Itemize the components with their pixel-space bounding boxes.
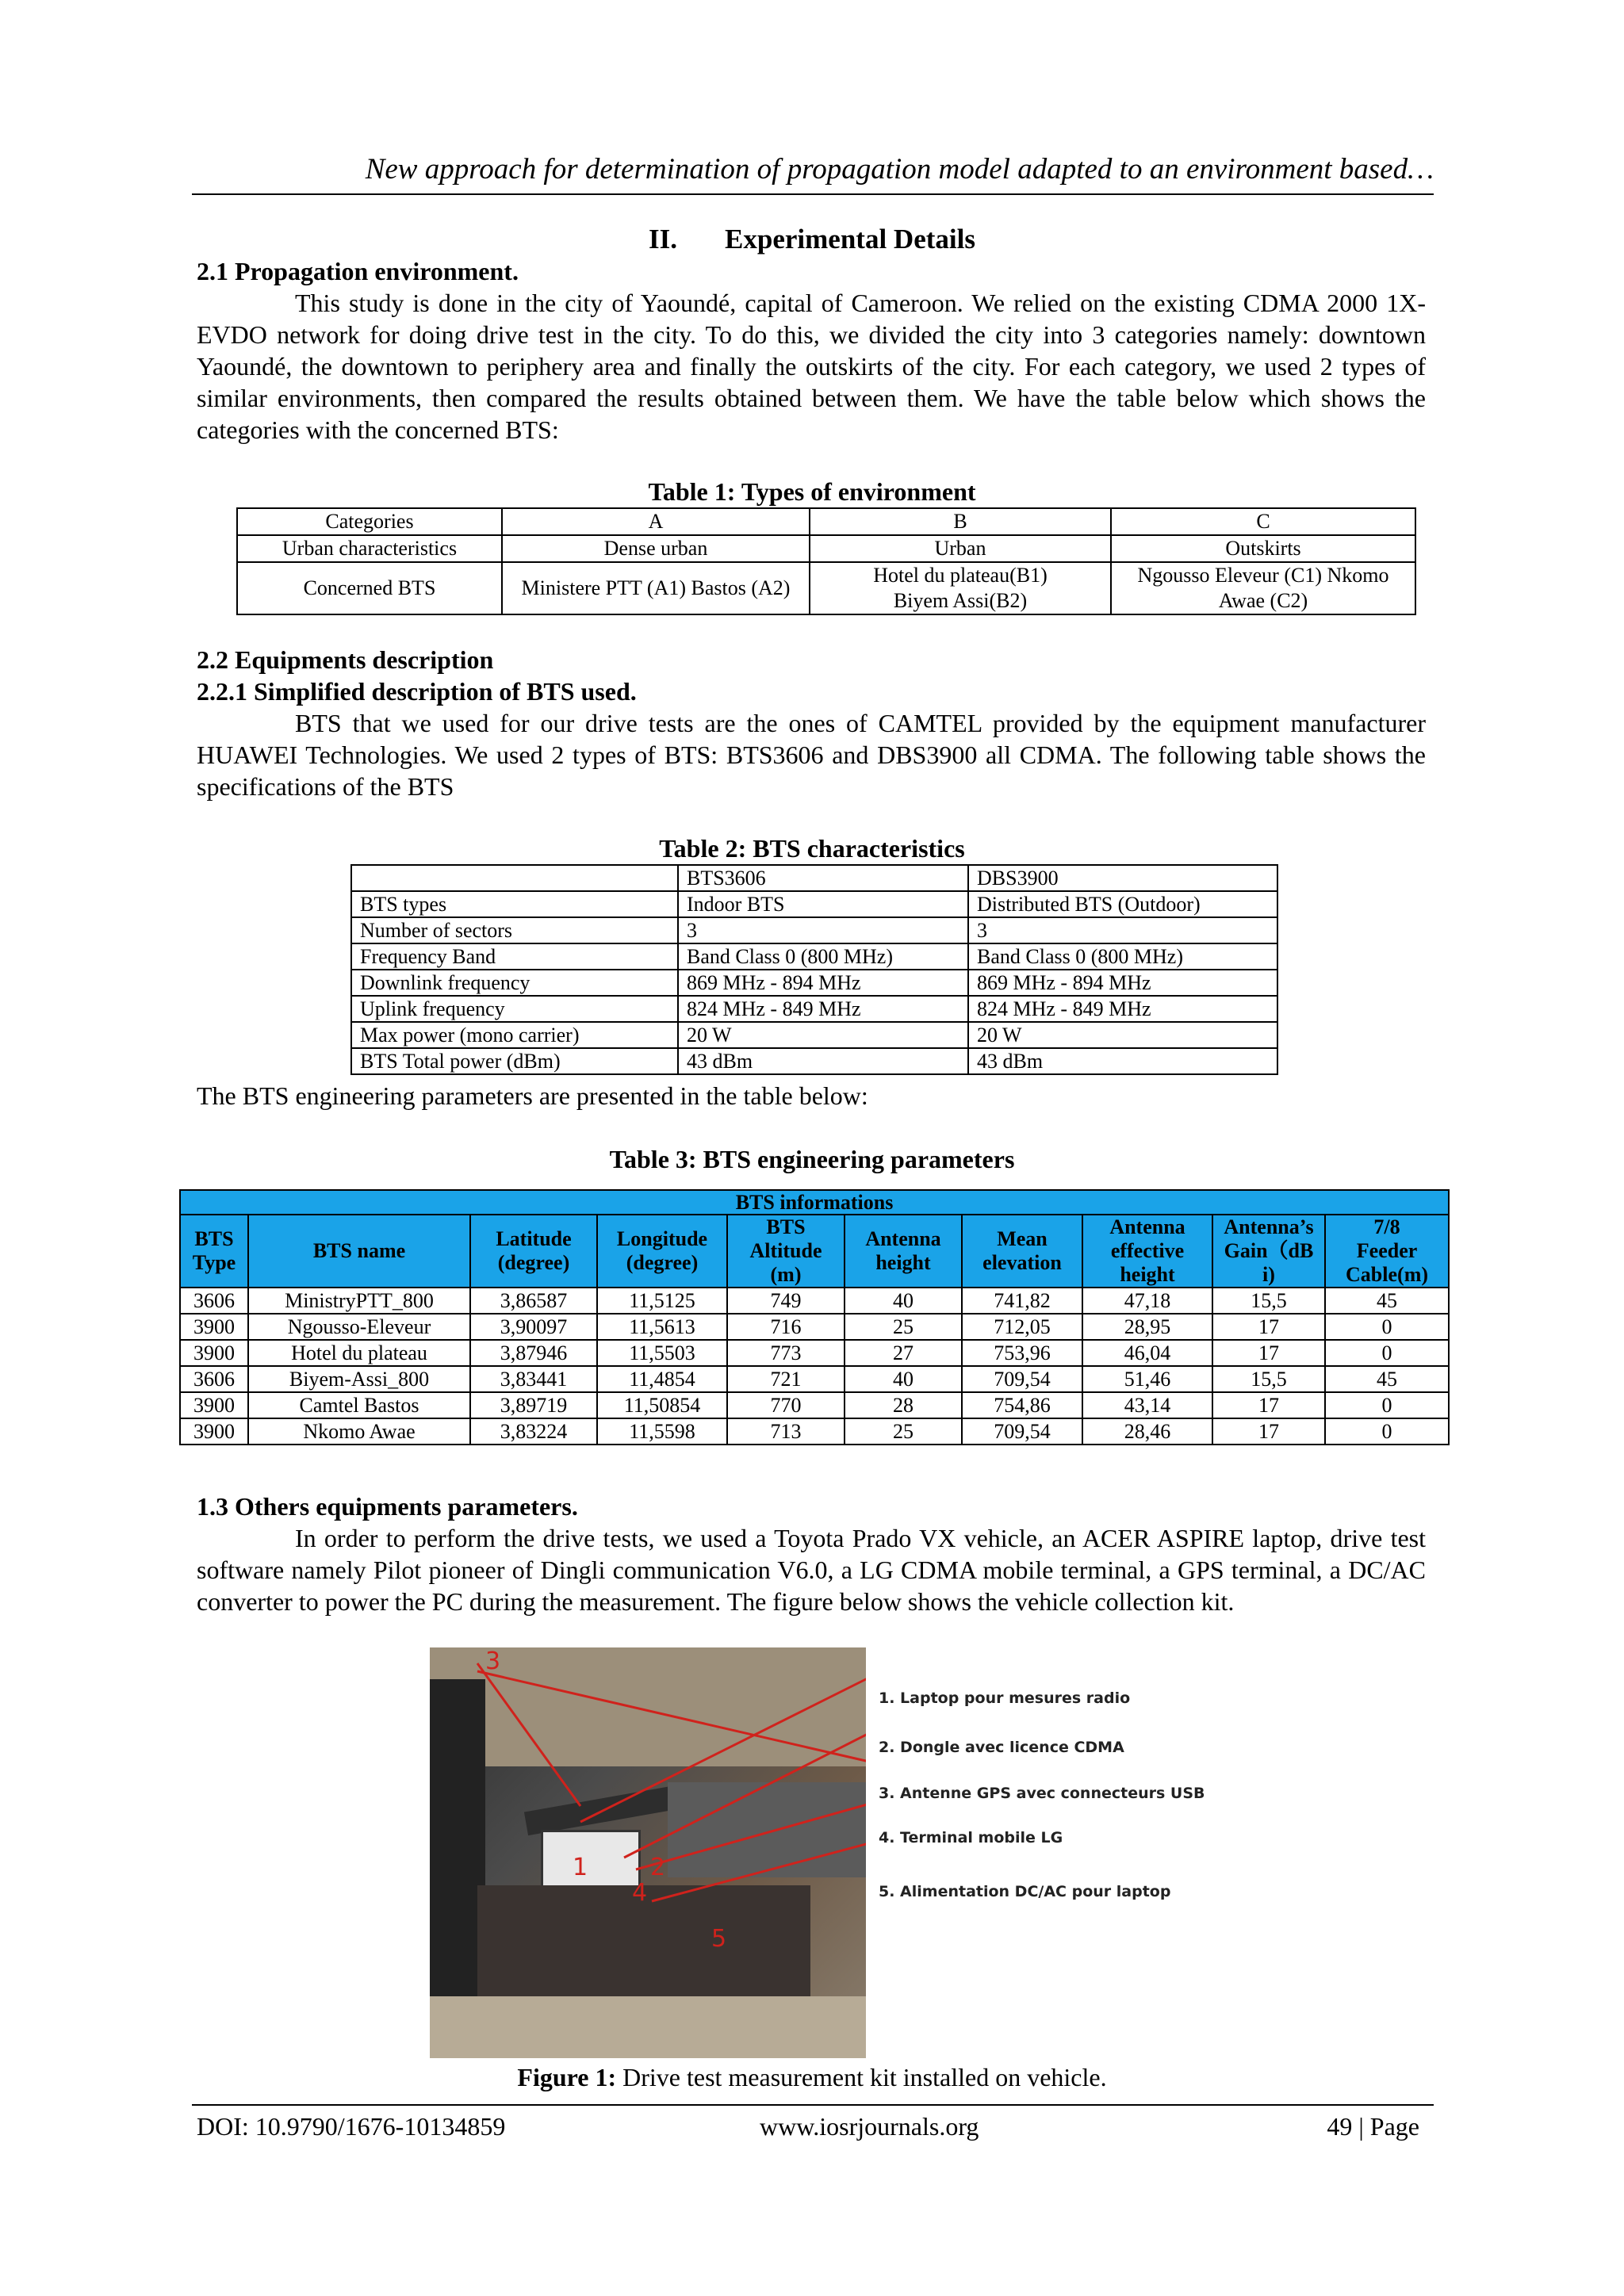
callout-5: 5. Alimentation DC/AC pour laptop xyxy=(879,1883,1171,1900)
table-cell: 869 MHz - 894 MHz xyxy=(968,970,1277,996)
table-cell: 749 xyxy=(727,1288,845,1314)
table-cell: DBS3900 xyxy=(968,865,1277,891)
table-row xyxy=(351,1022,1277,1048)
table-cell: 11,5613 xyxy=(597,1314,727,1340)
marker-5: 5 xyxy=(711,1925,727,1953)
table-cell: Urban xyxy=(810,535,1111,562)
paragraph-1-3-text: In order to perform the drive tests, we used a Toyota Prado VX vehicle, an ACER ASPIRE laptop, drive test software namely Pilot pioneer of Dingli communication V6.0, a LG CDMA mobile terminal, a GPS terminal, a DC/AC converter to power the PC during the measurement. The figure below shows the vehicle collection kit. xyxy=(197,1524,1426,1616)
table-cell: Uplink frequency xyxy=(351,996,678,1022)
table-cell: Dense urban xyxy=(502,535,810,562)
figure-photo xyxy=(430,1647,866,2058)
table-cell: 754,86 xyxy=(962,1392,1082,1418)
table-cell: 721 xyxy=(727,1366,845,1392)
table2-caption: Table 2: BTS characteristics xyxy=(659,834,965,863)
header-cell xyxy=(470,1215,597,1288)
marker-2: 2 xyxy=(650,1854,666,1881)
table-cell: 17 xyxy=(1212,1340,1325,1366)
table3 xyxy=(179,1189,1450,1445)
section-title: Experimental Details xyxy=(725,224,975,254)
table-cell: 20 W xyxy=(968,1022,1277,1048)
table-cell: 11,5598 xyxy=(597,1418,727,1445)
arrow-laptop xyxy=(580,1667,866,1822)
header-line: Antenna xyxy=(865,1227,941,1250)
header-cell xyxy=(1082,1215,1212,1288)
table-cell: Biyem-Assi_800 xyxy=(248,1366,470,1392)
paragraph-1-3 xyxy=(197,1522,1426,1617)
heading-2-1: 2.1 Propagation environment. xyxy=(197,257,519,285)
cell-line: Hotel du plateau(B1) xyxy=(873,564,1048,587)
table-row xyxy=(351,917,1277,943)
header-cell xyxy=(845,1215,962,1288)
callout-2: 2. Dongle avec licence CDMA xyxy=(879,1739,1124,1756)
table-cell: Number of sectors xyxy=(351,917,678,943)
header-line: BTS xyxy=(766,1215,806,1238)
table-cell: 0 xyxy=(1325,1314,1449,1340)
figure-caption-label: Figure 1: xyxy=(517,2063,617,2091)
header-line: effective xyxy=(1110,1239,1185,1262)
table-cell: 3,83224 xyxy=(470,1418,597,1445)
table-row xyxy=(180,1314,1449,1340)
table-cell: 40 xyxy=(845,1288,962,1314)
table-cell: 40 xyxy=(845,1366,962,1392)
callout-4: 4. Terminal mobile LG xyxy=(879,1829,1063,1846)
header-line: height xyxy=(1120,1263,1175,1286)
table-cell: 25 xyxy=(845,1314,962,1340)
header-rule xyxy=(192,193,1434,195)
table-cell: 3 xyxy=(968,917,1277,943)
table-cell: 713 xyxy=(727,1418,845,1445)
header-line: (degree) xyxy=(497,1251,570,1274)
table-cell: 17 xyxy=(1212,1392,1325,1418)
table-cell: 47,18 xyxy=(1082,1288,1212,1314)
table-cell: Max power (mono carrier) xyxy=(351,1022,678,1048)
table3-caption: Table 3: BTS engineering parameters xyxy=(609,1145,1015,1173)
table-cell: 11,4854 xyxy=(597,1366,727,1392)
table-cell: Urban characteristics xyxy=(237,535,502,562)
header-line: (degree) xyxy=(626,1251,699,1274)
table2-body xyxy=(351,865,1277,1074)
table-cell: Outskirts xyxy=(1111,535,1415,562)
table-cell: 716 xyxy=(727,1314,845,1340)
table-cell: 709,54 xyxy=(962,1366,1082,1392)
table-cell: 3900 xyxy=(180,1392,248,1418)
header-line: Mean xyxy=(997,1227,1048,1250)
callout-1: 1. Laptop pour mesures radio xyxy=(879,1689,1131,1707)
heading-1-3: 1.3 Others equipments parameters. xyxy=(197,1492,578,1521)
table-cell: 770 xyxy=(727,1392,845,1418)
table-cell: 3606 xyxy=(180,1288,248,1314)
table-row xyxy=(180,1288,1449,1314)
header-line: Antenna’s xyxy=(1224,1215,1314,1238)
table-row xyxy=(351,970,1277,996)
table-cell: 11,5125 xyxy=(597,1288,727,1314)
table-cell: 51,46 xyxy=(1082,1366,1212,1392)
table1-caption: Table 1: Types of environment xyxy=(648,477,976,506)
paragraph-2-2-1-text: BTS that we used for our drive tests are the ones of CAMTEL provided by the equipment manufacturer HUAWEI Technologies. We used 2 types of BTS: BTS3606 and DBS3900 all CDMA. The following table shows the specifications of the BTS xyxy=(197,709,1426,801)
table-row xyxy=(351,943,1277,970)
table-row xyxy=(351,891,1277,917)
table-cell: 3,86587 xyxy=(470,1288,597,1314)
table-cell xyxy=(1111,562,1415,614)
table-cell: 3900 xyxy=(180,1340,248,1366)
header-line: Antenna xyxy=(1109,1215,1185,1238)
header-line: Type xyxy=(192,1251,236,1274)
table-row xyxy=(180,1418,1449,1445)
arrow-gps xyxy=(477,1663,580,1806)
table-row xyxy=(351,865,1277,891)
table-cell: Downlink frequency xyxy=(351,970,678,996)
table-row xyxy=(180,1392,1449,1418)
table-header-row xyxy=(180,1215,1449,1288)
table-row xyxy=(351,996,1277,1022)
paragraph-2-1 xyxy=(197,287,1426,446)
table-cell: C xyxy=(1111,508,1415,535)
arrow-antenna xyxy=(477,1671,866,1766)
table-cell: BTS3606 xyxy=(678,865,968,891)
figure-callout-panel xyxy=(866,1647,1434,2058)
table-cell: 824 MHz - 849 MHz xyxy=(678,996,968,1022)
header-cell xyxy=(248,1215,470,1288)
cell-line: Awae (C2) xyxy=(1218,589,1308,612)
table-cell: 45 xyxy=(1325,1288,1449,1314)
callout-3: 3. Antenne GPS avec connecteurs USB xyxy=(879,1785,1205,1802)
table-cell: Nkomo Awae xyxy=(248,1418,470,1445)
table-cell xyxy=(810,562,1111,614)
table-cell: MinistryPTT_800 xyxy=(248,1288,470,1314)
running-header: New approach for determination of propagation model adapted to an environment based… xyxy=(365,153,1434,186)
table-cell: Indoor BTS xyxy=(678,891,968,917)
table-cell: 17 xyxy=(1212,1314,1325,1340)
header-line: elevation xyxy=(982,1251,1062,1274)
table-cell: 0 xyxy=(1325,1392,1449,1418)
table-cell: Hotel du plateau xyxy=(248,1340,470,1366)
heading-2-2-1: 2.2.1 Simplified description of BTS used. xyxy=(197,677,637,706)
header-line: height xyxy=(875,1251,931,1274)
header-cell xyxy=(962,1215,1082,1288)
table-row xyxy=(351,1048,1277,1074)
table-cell: 46,04 xyxy=(1082,1340,1212,1366)
section-heading xyxy=(0,222,1624,257)
table-cell: 741,82 xyxy=(962,1288,1082,1314)
table-cell: 11,5503 xyxy=(597,1340,727,1366)
table-cell: 43 dBm xyxy=(678,1048,968,1074)
arrow-dongle xyxy=(624,1723,866,1858)
arrow-power xyxy=(652,1838,866,1901)
header-cell xyxy=(597,1215,727,1288)
table-cell: 3900 xyxy=(180,1314,248,1340)
footer-page: 49 | Page xyxy=(1327,2112,1419,2141)
table-cell: 28,46 xyxy=(1082,1418,1212,1445)
figure-caption-text: Drive test measurement kit installed on vehicle. xyxy=(622,2063,1107,2091)
figure-caption xyxy=(0,2061,1624,2093)
table-cell: 709,54 xyxy=(962,1418,1082,1445)
table-cell: 712,05 xyxy=(962,1314,1082,1340)
table-row xyxy=(237,535,1415,562)
table-cell: 25 xyxy=(845,1418,962,1445)
table-cell: Frequency Band xyxy=(351,943,678,970)
paragraph-2-1-text: This study is done in the city of Yaoundé, capital of Cameroon. We relied on the existing CDMA 2000 1X-EVDO network for doing drive test in the city. To do this, we divided the city into 3 categories namely: downtown Yaoundé, the downtown to periphery area and finally the outskirts of the city. For each category, we used 2 types of similar environments, then compared the results obtained between them. We have the table below which shows the categories with the concerned BTS: xyxy=(197,289,1426,444)
heading-2-2: 2.2 Equipments description xyxy=(197,645,494,674)
table-cell: 17 xyxy=(1212,1418,1325,1445)
table-cell: 43,14 xyxy=(1082,1392,1212,1418)
table-cell: 20 W xyxy=(678,1022,968,1048)
table-row xyxy=(237,562,1415,614)
table-cell: A xyxy=(502,508,810,535)
header-line: Altitude xyxy=(749,1239,822,1262)
table1 xyxy=(236,507,1416,615)
table-row xyxy=(180,1340,1449,1366)
header-line: Cable(m) xyxy=(1346,1263,1429,1286)
cell-line: Biyem Assi(B2) xyxy=(893,589,1028,612)
header-cell xyxy=(727,1215,845,1288)
table-cell: 28 xyxy=(845,1392,962,1418)
table-cell: BTS types xyxy=(351,891,678,917)
table-cell: 3,90097 xyxy=(470,1314,597,1340)
header-line: Feeder xyxy=(1356,1239,1418,1262)
table-group-header-row xyxy=(180,1190,1449,1215)
table3-intro: The BTS engineering parameters are presented in the table below: xyxy=(197,1081,868,1110)
table-cell: 15,5 xyxy=(1212,1288,1325,1314)
table-cell: 15,5 xyxy=(1212,1366,1325,1392)
header-line: BTS xyxy=(194,1227,234,1250)
header-cell xyxy=(1325,1215,1449,1288)
table-cell: 869 MHz - 894 MHz xyxy=(678,970,968,996)
table-cell: Band Class 0 (800 MHz) xyxy=(968,943,1277,970)
table-cell: Ngousso-Eleveur xyxy=(248,1314,470,1340)
table3-body xyxy=(180,1190,1449,1445)
marker-4: 4 xyxy=(632,1879,648,1907)
paragraph-2-2-1 xyxy=(197,707,1426,802)
cell-line: Ngousso Eleveur (C1) Nkomo xyxy=(1137,564,1389,587)
table2 xyxy=(350,864,1278,1075)
table-cell: 3900 xyxy=(180,1418,248,1445)
table-cell: B xyxy=(810,508,1111,535)
footer-doi: DOI: 10.9790/1676-10134859 xyxy=(197,2112,506,2141)
header-line: i) xyxy=(1262,1263,1275,1286)
header-line: Gain（dB xyxy=(1224,1239,1314,1262)
table-cell: Camtel Bastos xyxy=(248,1392,470,1418)
table-cell: 3,83441 xyxy=(470,1366,597,1392)
table-row xyxy=(180,1366,1449,1392)
table-cell: 773 xyxy=(727,1340,845,1366)
header-line: 7/8 xyxy=(1373,1215,1400,1238)
marker-3: 3 xyxy=(485,1647,501,1675)
table-cell: 0 xyxy=(1325,1340,1449,1366)
table-cell: 3,89719 xyxy=(470,1392,597,1418)
header-line: BTS name xyxy=(312,1239,406,1262)
table-cell: 824 MHz - 849 MHz xyxy=(968,996,1277,1022)
table-cell: Concerned BTS xyxy=(237,562,502,614)
table-cell: 27 xyxy=(845,1340,962,1366)
footer-site: www.iosrjournals.org xyxy=(760,2112,979,2141)
table-cell: BTS Total power (dBm) xyxy=(351,1048,678,1074)
header-line: Latitude xyxy=(496,1227,572,1250)
header-cell xyxy=(1212,1215,1325,1288)
table-cell: 3 xyxy=(678,917,968,943)
table-cell: 753,96 xyxy=(962,1340,1082,1366)
group-header-cell: BTS informations xyxy=(180,1190,1449,1215)
table-cell: 0 xyxy=(1325,1418,1449,1445)
table-cell: 43 dBm xyxy=(968,1048,1277,1074)
table-cell: 28,95 xyxy=(1082,1314,1212,1340)
table-cell: Ministere PTT (A1) Bastos (A2) xyxy=(502,562,810,614)
table-row xyxy=(237,508,1415,535)
header-line: Longitude xyxy=(616,1227,708,1250)
callout-arrows xyxy=(430,1647,866,2058)
table-cell: Distributed BTS (Outdoor) xyxy=(968,891,1277,917)
table-cell xyxy=(351,865,678,891)
table-cell: 45 xyxy=(1325,1366,1449,1392)
table-cell: Categories xyxy=(237,508,502,535)
table-cell: Band Class 0 (800 MHz) xyxy=(678,943,968,970)
header-cell xyxy=(180,1215,248,1288)
table-cell: 3606 xyxy=(180,1366,248,1392)
footer-rule xyxy=(192,2104,1434,2106)
marker-1: 1 xyxy=(573,1854,588,1881)
table-cell: 11,50854 xyxy=(597,1392,727,1418)
section-number: II. xyxy=(649,224,678,254)
table-cell: 3,87946 xyxy=(470,1340,597,1366)
header-line: (m) xyxy=(770,1263,802,1286)
